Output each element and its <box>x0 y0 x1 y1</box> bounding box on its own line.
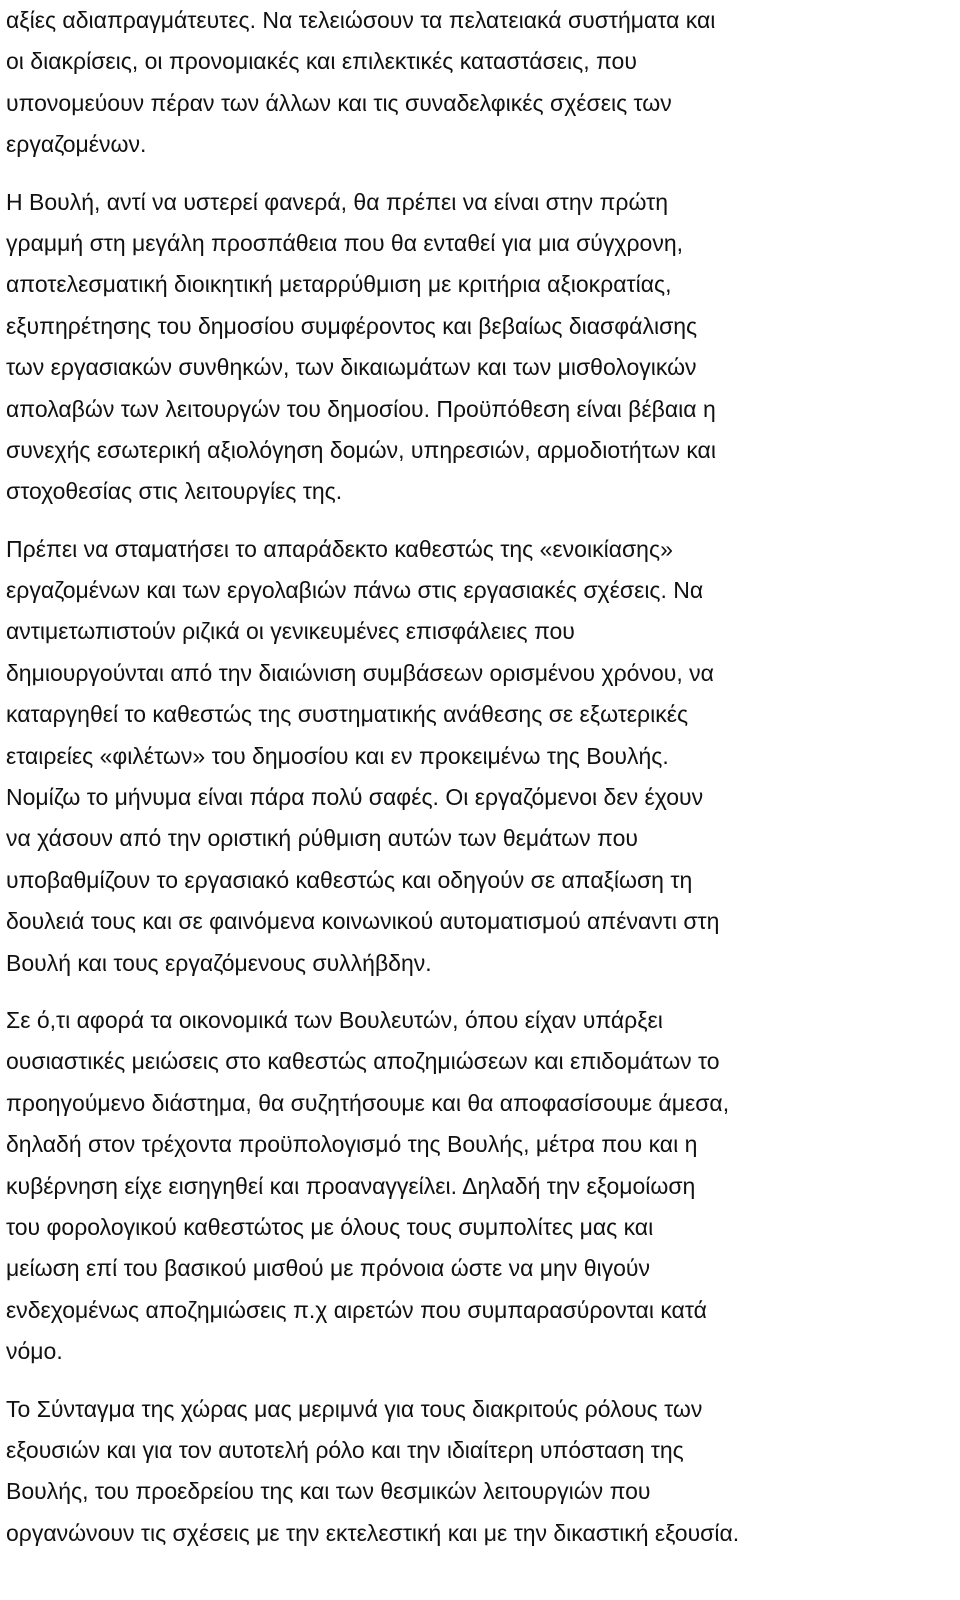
text-line: στοχοθεσίας στις λειτουργίες της. <box>6 478 343 505</box>
text-line: κυβέρνηση είχε εισηγηθεί και προαναγγείλει. Δηλαδή την εξομοίωση <box>6 1172 696 1199</box>
paragraph-gap <box>6 1373 956 1389</box>
paragraph-4 <box>6 1000 956 1373</box>
text-line: να χάσουν από την οριστική ρύθμιση αυτών των θεμάτων που <box>6 825 638 852</box>
text-line: Βουλή και τους εργαζόμενους συλλήβδην. <box>6 949 432 976</box>
text-line: δηλαδή στον τρέχοντα προϋπολογισμό της Βουλής, μέτρα που και η <box>6 1131 698 1158</box>
paragraph-gap <box>6 984 956 1000</box>
text-line: εργαζομένων. <box>6 131 147 158</box>
text-line: Νομίζω το μήνυμα είναι πάρα πολύ σαφές. Οι εργαζόμενοι δεν έχουν <box>6 784 704 811</box>
text-line: δουλειά τους και σε φαινόμενα κοινωνικού αυτοματισμού απέναντι στη <box>6 908 720 935</box>
text-line: του φορολογικού καθεστώτος με όλους τους συμπολίτες μας και <box>6 1213 654 1240</box>
text-line: οι διακρίσεις, οι προνομιακές και επιλεκτικές καταστάσεις, που <box>6 48 637 75</box>
text-line: ουσιαστικές μειώσεις στο καθεστώς αποζημιώσεων και επιδομάτων το <box>6 1048 720 1075</box>
document-page <box>6 0 956 1554</box>
text-line: εταιρείες «φιλέτων» του δημοσίου και εν προκειμένω της Βουλής. <box>6 742 669 769</box>
paragraph-gap <box>6 166 956 182</box>
text-line: Η Βουλή, αντί να υστερεί φανερά, θα πρέπει να είναι στην πρώτη <box>6 188 669 215</box>
paragraph-3 <box>6 529 956 984</box>
paragraph-5 <box>6 1389 956 1555</box>
paragraph-2 <box>6 182 956 513</box>
text-line: εξυπηρέτησης του δημοσίου συμφέροντος και βεβαίως διασφάλισης <box>6 312 698 339</box>
text-line: ενδεχομένως αποζημιώσεις π.χ αιρετών που συμπαρασύρονται κατά <box>6 1296 707 1323</box>
text-line: αξίες αδιαπραγμάτευτες. Να τελειώσουν τα πελατειακά συστήματα και <box>6 7 716 33</box>
paragraph-1 <box>6 0 956 166</box>
text-line: δημιουργούνται από την διαιώνιση συμβάσεων ορισμένου χρόνου, να <box>6 659 714 686</box>
text-line: προηγούμενο διάστημα, θα συζητήσουμε και θα αποφασίσουμε άμεσα, <box>6 1089 730 1116</box>
text-line: μείωση επί του βασικού μισθού με πρόνοια ώστε να μην θιγούν <box>6 1255 651 1282</box>
text-line: Πρέπει να σταματήσει το απαράδεκτο καθεστώς της «ενοικίασης» <box>6 535 673 562</box>
text-line: υπονομεύουν πέραν των άλλων και τις συναδελφικές σχέσεις των <box>6 89 672 116</box>
text-line: νόμο. <box>6 1338 63 1365</box>
text-line: Βουλής, του προεδρείου της και των θεσμικών λειτουργιών που <box>6 1478 651 1505</box>
text-line: γραμμή στη μεγάλη προσπάθεια που θα ενταθεί για μια σύγχρονη, <box>6 229 684 256</box>
text-line: αποτελεσματική διοικητική μεταρρύθμιση με κριτήρια αξιοκρατίας, <box>6 271 672 298</box>
text-line: υποβαθμίζουν το εργασιακό καθεστώς και οδηγούν σε απαξίωση τη <box>6 866 693 893</box>
text-line: των εργασιακών συνθηκών, των δικαιωμάτων και των μισθολογικών <box>6 354 697 381</box>
text-line: οργανώνουν τις σχέσεις με την εκτελεστική και με την δικαστική εξουσία. <box>6 1519 740 1546</box>
text-line: Σε ό,τι αφορά τα οικονομικά των Βουλευτών, όπου είχαν υπάρξει <box>6 1006 663 1033</box>
text-line: Το Σύνταγμα της χώρας μας μεριμνά για τους διακριτούς ρόλους των <box>6 1395 703 1422</box>
text-line: καταργηθεί το καθεστώς της συστηματικής ανάθεσης σε εξωτερικές <box>6 701 689 728</box>
text-line: εξουσιών και για τον αυτοτελή ρόλο και την ιδιαίτερη υπόσταση της <box>6 1436 684 1463</box>
text-line: αντιμετωπιστούν ριζικά οι γενικευμένες επισφάλειες που <box>6 618 575 645</box>
text-line: συνεχής εσωτερική αξιολόγηση δομών, υπηρεσιών, αρμοδιοτήτων και <box>6 436 716 463</box>
text-line: εργαζομένων και των εργολαβιών πάνω στις εργασιακές σχέσεις. Να <box>6 577 704 604</box>
paragraph-gap <box>6 513 956 529</box>
text-line: απολαβών των λειτουργών του δημοσίου. Προϋπόθεση είναι βέβαια η <box>6 395 716 422</box>
